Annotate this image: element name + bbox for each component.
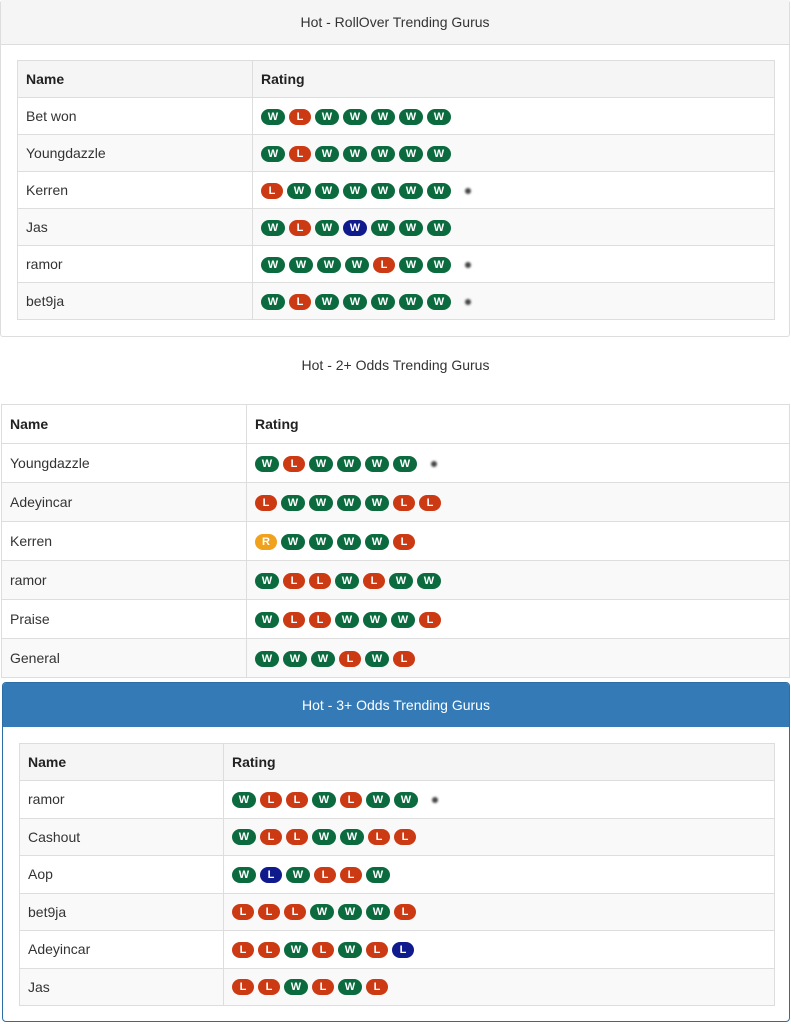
win-badge: W — [255, 456, 279, 472]
guru-name-link[interactable]: ramor — [20, 781, 224, 819]
loss-badge: L — [312, 979, 334, 995]
table-row — [20, 893, 775, 931]
win-badge: W — [315, 109, 339, 125]
guru-rating — [253, 209, 775, 246]
win-badge: W — [363, 612, 387, 628]
win-badge: W — [399, 146, 423, 162]
column-header-rating: Rating — [247, 405, 790, 444]
win-badge: W — [255, 573, 279, 589]
win-badge: W — [315, 183, 339, 199]
win-badge: W — [366, 792, 390, 808]
win-badge: W — [343, 109, 367, 125]
loss-badge: L — [283, 612, 305, 628]
loss-badge: L — [289, 220, 311, 236]
table-row — [18, 135, 775, 172]
win-badge: W — [283, 651, 307, 667]
win-badge: W — [427, 294, 451, 310]
guru-rating — [247, 444, 790, 483]
win-badge: W — [427, 146, 451, 162]
table-row — [2, 600, 790, 639]
win-badge: W — [343, 294, 367, 310]
loss-badge: L — [366, 942, 388, 958]
guru-rating — [253, 283, 775, 320]
win-badge: W — [261, 220, 285, 236]
win-badge: W — [309, 495, 333, 511]
loss-badge: L — [232, 942, 254, 958]
win-badge: W — [315, 220, 339, 236]
status-dot-icon — [465, 299, 471, 305]
column-header-rating: Rating — [224, 744, 775, 781]
column-header-name: Name — [2, 405, 247, 444]
guru-name-link[interactable]: Youngdazzle — [2, 444, 247, 483]
loss-badge: L — [314, 867, 336, 883]
win-badge: W — [345, 257, 369, 273]
guru-rating — [253, 135, 775, 172]
win-badge: W — [315, 294, 339, 310]
win-badge: W — [232, 829, 256, 845]
loss-badge: L — [309, 573, 331, 589]
table-row — [20, 968, 775, 1006]
column-header-rating: Rating — [253, 61, 775, 98]
guru-name-link[interactable]: bet9ja — [18, 283, 253, 320]
table-row — [20, 856, 775, 894]
win-badge: W — [393, 456, 417, 472]
table-row — [2, 522, 790, 561]
win-badge: W — [394, 792, 418, 808]
loss-badge: L — [284, 904, 306, 920]
loss-badge: L — [283, 573, 305, 589]
win-badge: W — [371, 183, 395, 199]
win-badge: W — [365, 651, 389, 667]
win-badge: W — [311, 651, 335, 667]
column-header-name: Name — [18, 61, 253, 98]
win-badge: W — [366, 867, 390, 883]
panel-title: Hot - RollOver Trending Gurus — [300, 14, 490, 30]
guru-name-link[interactable]: Kerren — [18, 172, 253, 209]
win-badge: W — [337, 495, 361, 511]
win-badge: W — [310, 904, 334, 920]
win-badge: W — [365, 534, 389, 550]
win-badge: W — [371, 294, 395, 310]
win-badge: W — [389, 573, 413, 589]
win-badge: W — [338, 942, 362, 958]
win-badge: W — [287, 183, 311, 199]
guru-rating — [247, 483, 790, 522]
table-row — [20, 781, 775, 819]
loss-badge: L — [255, 495, 277, 511]
loss-badge: L — [393, 651, 415, 667]
guru-rating — [224, 893, 775, 931]
win-badge: W — [338, 979, 362, 995]
loss-badge: L — [373, 257, 395, 273]
win-badge: W — [343, 183, 367, 199]
win-badge: W — [427, 257, 451, 273]
win-badge: W — [255, 612, 279, 628]
win-badge: W — [399, 183, 423, 199]
win-badge: W — [343, 146, 367, 162]
loss-badge: L — [258, 904, 280, 920]
win-badge: W — [315, 146, 339, 162]
win-badge: W — [417, 573, 441, 589]
guru-name-link[interactable]: ramor — [2, 561, 247, 600]
loss-badge: L — [340, 792, 362, 808]
loss-badge: L — [393, 534, 415, 550]
loss-badge: L — [419, 612, 441, 628]
guru-rating — [253, 246, 775, 283]
win-badge: W — [232, 792, 256, 808]
guru-rating — [247, 639, 790, 678]
loss-badge: L — [232, 979, 254, 995]
loss-badge: L — [368, 829, 390, 845]
guru-name-link[interactable]: Youngdazzle — [18, 135, 253, 172]
panel-title: Hot - 2+ Odds Trending Gurus — [301, 357, 490, 373]
win-badge: W — [281, 495, 305, 511]
guru-name-link[interactable]: ramor — [18, 246, 253, 283]
win-badge: W — [261, 294, 285, 310]
win-badge: W — [371, 146, 395, 162]
three-plus-odds-gurus-panel — [2, 682, 790, 1022]
guru-rating — [247, 522, 790, 561]
gurus-table — [1, 404, 790, 678]
win-badge: W — [261, 109, 285, 125]
guru-rating — [247, 600, 790, 639]
table-row — [2, 483, 790, 522]
table-row — [20, 818, 775, 856]
guru-rating — [247, 561, 790, 600]
win-badge: W — [399, 109, 423, 125]
win-badge: W — [312, 792, 336, 808]
loss-badge: L — [392, 942, 414, 958]
guru-name-link[interactable]: bet9ja — [20, 893, 224, 931]
win-badge: W — [340, 829, 364, 845]
guru-rating — [224, 931, 775, 969]
win-badge: W — [391, 612, 415, 628]
table-row — [18, 209, 775, 246]
guru-rating — [253, 98, 775, 135]
column-header-name: Name — [20, 744, 224, 781]
panel-title: Hot - 3+ Odds Trending Gurus — [302, 697, 490, 713]
rollover-gurus-panel — [0, 0, 790, 337]
win-badge: W — [232, 867, 256, 883]
loss-badge: L — [309, 612, 331, 628]
status-dot-icon — [465, 188, 471, 194]
win-badge: W — [365, 495, 389, 511]
win-badge: W — [317, 257, 341, 273]
win-badge: W — [309, 456, 333, 472]
win-badge: W — [261, 146, 285, 162]
guru-name-link[interactable]: Jas — [18, 209, 253, 246]
loss-badge: L — [261, 183, 283, 199]
guru-rating — [253, 172, 775, 209]
loss-badge: L — [260, 792, 282, 808]
loss-badge: L — [258, 979, 280, 995]
guru-rating — [224, 856, 775, 894]
win-badge: W — [289, 257, 313, 273]
win-badge: W — [286, 867, 310, 883]
win-badge: W — [399, 294, 423, 310]
loss-badge: L — [260, 867, 282, 883]
loss-badge: L — [232, 904, 254, 920]
win-badge: W — [399, 220, 423, 236]
win-badge: W — [427, 220, 451, 236]
table-row — [18, 98, 775, 135]
win-badge: W — [284, 979, 308, 995]
guru-name-link[interactable]: Bet won — [18, 98, 253, 135]
table-row — [18, 246, 775, 283]
two-plus-odds-gurus-panel — [0, 340, 791, 680]
loss-badge: L — [363, 573, 385, 589]
loss-badge: L — [340, 867, 362, 883]
guru-rating — [224, 818, 775, 856]
win-badge: W — [335, 573, 359, 589]
loss-badge: L — [419, 495, 441, 511]
guru-name-link[interactable]: General — [2, 639, 247, 678]
gurus-table — [17, 60, 775, 320]
table-row — [2, 639, 790, 678]
win-badge: W — [371, 220, 395, 236]
loss-badge: L — [394, 829, 416, 845]
gurus-table — [19, 743, 775, 1006]
guru-name-link[interactable]: Kerren — [2, 522, 247, 561]
win-badge: W — [284, 942, 308, 958]
table-row — [18, 172, 775, 209]
loss-badge: L — [286, 829, 308, 845]
win-badge: W — [309, 534, 333, 550]
guru-name-link[interactable]: Jas — [20, 968, 224, 1006]
table-row — [2, 561, 790, 600]
win-badge: W — [312, 829, 336, 845]
status-dot-icon — [465, 262, 471, 268]
win-badge: W — [343, 220, 367, 236]
loss-badge: L — [366, 979, 388, 995]
win-badge: W — [365, 456, 389, 472]
win-badge: W — [255, 651, 279, 667]
status-dot-icon — [432, 797, 438, 803]
status-dot-icon — [431, 461, 437, 467]
refund-badge: R — [255, 534, 277, 550]
loss-badge: L — [260, 829, 282, 845]
win-badge: W — [427, 183, 451, 199]
loss-badge: L — [393, 495, 415, 511]
guru-rating — [224, 968, 775, 1006]
win-badge: W — [399, 257, 423, 273]
guru-name-link[interactable]: Adeyincar — [2, 483, 247, 522]
loss-badge: L — [258, 942, 280, 958]
win-badge: W — [371, 109, 395, 125]
win-badge: W — [281, 534, 305, 550]
table-row — [2, 444, 790, 483]
loss-badge: L — [289, 109, 311, 125]
loss-badge: L — [283, 456, 305, 472]
guru-name-link[interactable]: Adeyincar — [20, 931, 224, 969]
win-badge: W — [427, 109, 451, 125]
loss-badge: L — [289, 294, 311, 310]
win-badge: W — [366, 904, 390, 920]
table-row — [20, 931, 775, 969]
win-badge: W — [337, 456, 361, 472]
win-badge: W — [335, 612, 359, 628]
win-badge: W — [338, 904, 362, 920]
guru-rating — [224, 781, 775, 819]
loss-badge: L — [394, 904, 416, 920]
guru-name-link[interactable]: Cashout — [20, 818, 224, 856]
loss-badge: L — [286, 792, 308, 808]
win-badge: W — [261, 257, 285, 273]
loss-badge: L — [339, 651, 361, 667]
win-badge: W — [337, 534, 361, 550]
table-row — [18, 283, 775, 320]
loss-badge: L — [312, 942, 334, 958]
guru-name-link[interactable]: Praise — [2, 600, 247, 639]
guru-name-link[interactable]: Aop — [20, 856, 224, 894]
loss-badge: L — [289, 146, 311, 162]
